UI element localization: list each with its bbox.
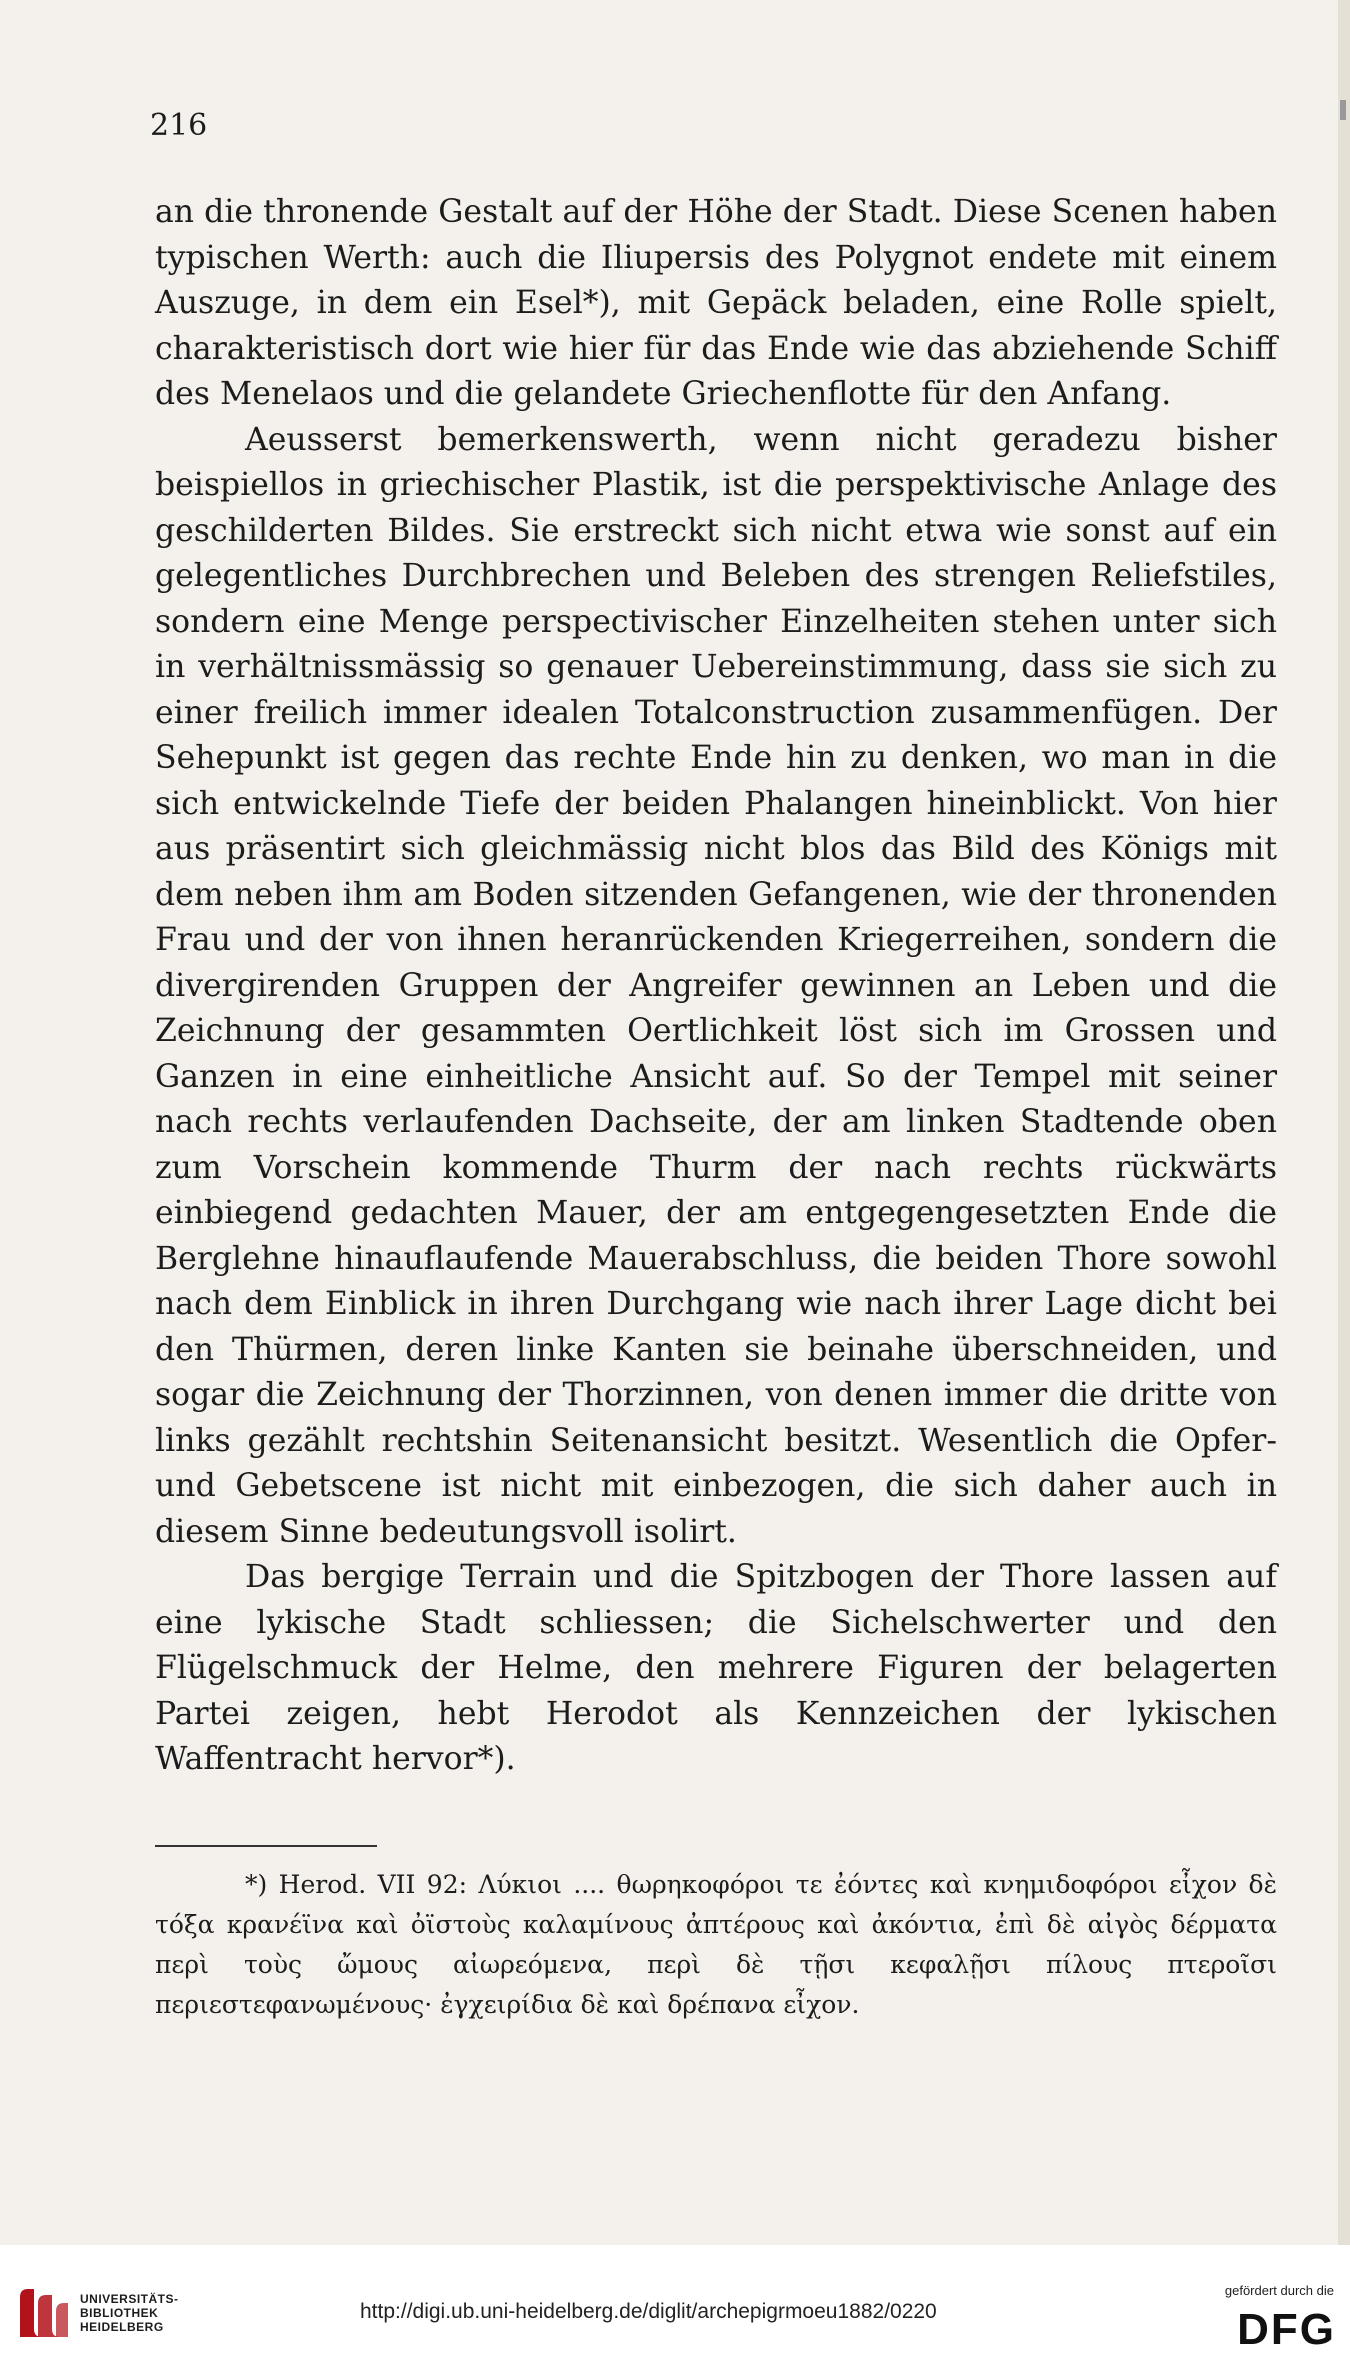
paragraph: Das bergige Terrain und die Spitzbogen der Thore lassen auf eine lykische Stadt schliessen; die Sichelschwerter und den Flügelschmuck der Helme, den mehrere Figuren der belagerten Partei zeigen, hebt Herodot als Kennzeichen der lykischen Waffentracht hervor*). bbox=[155, 1559, 1277, 1777]
paragraph: Aeusserst bemerkenswerth, wenn nicht geradezu bisher beispiellos in griechischer Plastik, ist die perspektivische Anlage des geschilderten Bildes. Sie erstreckt sich nicht etwa wie sonst auf ein gelegentliches Durchbrechen und Beleben des strengen Reliefstiles, sondern eine Menge perspectivischer Einzelheiten stehen unter sich in verhältnissmässig so genauer Uebereinstimmung, dass sie sich zu einer freilich immer idealen Totalconstruction zusammenfügen. Der Sehepunkt ist gegen das rechte Ende hin zu denken, wo man in die sich entwickelnde Tiefe der beiden Phalangen hineinblickt. Von hier aus präsentirt sich gleichmässig nicht blos das Bild des Königs mit dem neben ihm am Boden sitzenden Gefangenen, wie der thronenden Frau und der von ihnen heranrückenden Kriegerreihen, sondern die divergirenden Gruppen der Angreifer gewinnen an Leben und die Zeichnung der gesammten Oertlichkeit löst sich im Grossen und Ganzen in eine einheitliche Ansicht auf. So der Tempel mit seiner nach rechts verlaufenden Dachseite, der am linken Stadtende oben zum Vorschein kommende Thurm der nach rechts rückwärts einbiegend gedachten Mauer, der am entgegengesetzten Ende die Berglehne hinauflaufende Mauerabschluss, die beiden Thore sowohl nach dem Einblick in ihren Durchgang wie nach ihrer Lage dicht bei den Thürmen, deren linke Kanten sie beinahe überschneiden, und sogar die Zeichnung der Thorzinnen, von denen immer die dritte von links gezählt rechtshin Seitenansicht besitzt. Wesentlich die Opfer- und Gebetscene ist nicht mit einbezogen, die sich daher auch in diesem Sinne bedeutungsvoll isolirt. bbox=[155, 421, 1277, 1550]
dfg-logo: DFG bbox=[1237, 2305, 1336, 2354]
university-library-logo-icon bbox=[14, 2285, 72, 2343]
page-edge-mark bbox=[1340, 100, 1346, 120]
body-text bbox=[155, 190, 1277, 1783]
source-url-link[interactable]: http://digi.ub.uni-heidelberg.de/diglit/archepigrmoeu1882/0220 bbox=[360, 2300, 937, 2323]
university-library-name: UNIVERSITÄTS- BIBLIOTHEK HEIDELBERG bbox=[80, 2292, 179, 2334]
footer-bar bbox=[0, 2245, 1350, 2361]
footnote-divider bbox=[155, 1845, 377, 1847]
footnote: *) Herod. VII 92: Λύκιοι .... θωρηκοφόροι τε ἐόντες καὶ κνημιδοφόροι εἶχον δὲ τόξα κρανέϊνα καὶ ὀϊστοὺς καλαμίνους ἀπτέρους καὶ ἀκόντια, ἐπὶ δὲ αἰγὸς δέρματα περὶ τοὺς ὤμους αἰωρεόμενα, περὶ δὲ τῇσι κεφαλῇσι πίλους πτεροῖσι περιεστεφανωμένους· ἐγχειρίδια δὲ καὶ δρέπανα εἶχον. bbox=[155, 1870, 1277, 2019]
page-number: 216 bbox=[150, 108, 208, 143]
funding-caption: gefördert durch die bbox=[1224, 2283, 1334, 2298]
footnotes bbox=[155, 1865, 1277, 2025]
page-edge bbox=[1338, 0, 1350, 2361]
paragraph: an die thronende Gestalt auf der Höhe der Stadt. Diese Scenen haben typischen Werth: auch die Iliupersis des Polygnot endete mit einem Auszuge, in dem ein Esel*), mit Gepäck beladen, eine Rolle spielt, charakteristisch dort wie hier für das Ende wie das abziehende Schiff des Menelaos und die gelandete Griechenflotte für den Anfang. bbox=[155, 194, 1277, 412]
